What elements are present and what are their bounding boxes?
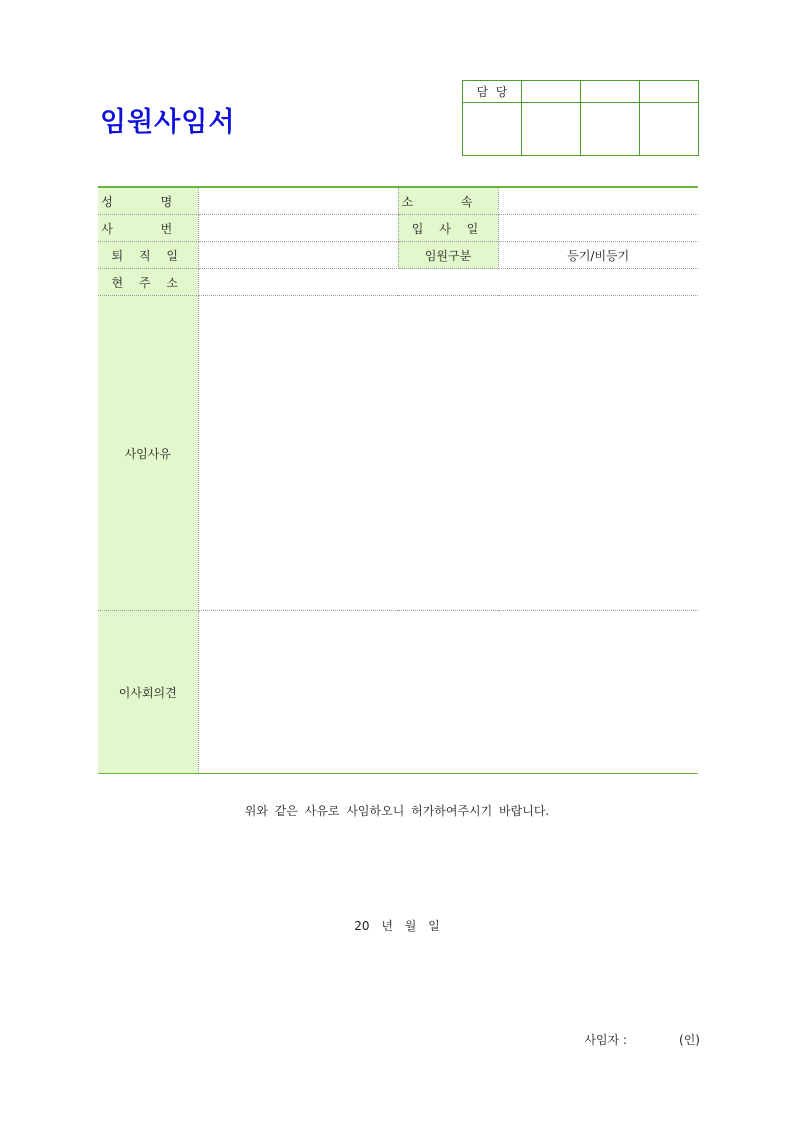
address-label: 현 주 소 (98, 269, 198, 296)
department-field[interactable] (498, 187, 698, 215)
employee-number-label: 사 번 (98, 215, 198, 242)
approval-sign-2[interactable] (522, 103, 581, 156)
seal-mark: (인) (679, 1033, 700, 1047)
retirement-date-label: 퇴 직 일 (98, 242, 198, 269)
name-label: 성 명 (98, 187, 198, 215)
date-year-unit: 년 (381, 919, 393, 933)
resignation-form (98, 186, 698, 774)
signer-line (584, 1031, 700, 1048)
approval-box (462, 80, 699, 156)
board-opinion-field[interactable] (198, 611, 698, 774)
name-field[interactable] (198, 187, 398, 215)
approval-sign-1[interactable] (463, 103, 522, 156)
join-date-label: 입 사 일 (398, 215, 498, 242)
date-line (0, 917, 794, 934)
reason-field[interactable] (198, 296, 698, 611)
employee-number-field[interactable] (198, 215, 398, 242)
date-year[interactable]: 20 (354, 919, 370, 933)
approval-sign-4[interactable] (640, 103, 699, 156)
date-month-unit: 월 (404, 919, 417, 933)
page-title: 임원사임서 (100, 107, 236, 138)
approval-header-label: 담 당 (463, 81, 522, 103)
executive-type-field[interactable]: 등기/비등기 (498, 242, 698, 269)
executive-type-label: 임원구분 (398, 242, 498, 269)
request-statement: 위와 같은 사유로 사임하오니 허가하여주시기 바랍니다. (244, 804, 550, 818)
approval-sign-3[interactable] (581, 103, 640, 156)
department-label: 소 속 (398, 187, 498, 215)
date-day-unit: 일 (428, 919, 440, 933)
retirement-date-field[interactable] (198, 242, 398, 269)
signer-label: 사임자 : (584, 1033, 628, 1047)
board-opinion-label: 이사회의견 (98, 611, 198, 774)
approval-slot-3[interactable] (640, 81, 699, 103)
address-field[interactable] (198, 269, 698, 296)
approval-slot-2[interactable] (581, 81, 640, 103)
join-date-field[interactable] (498, 215, 698, 242)
reason-label: 사임사유 (98, 296, 198, 611)
approval-slot-1[interactable] (522, 81, 581, 103)
